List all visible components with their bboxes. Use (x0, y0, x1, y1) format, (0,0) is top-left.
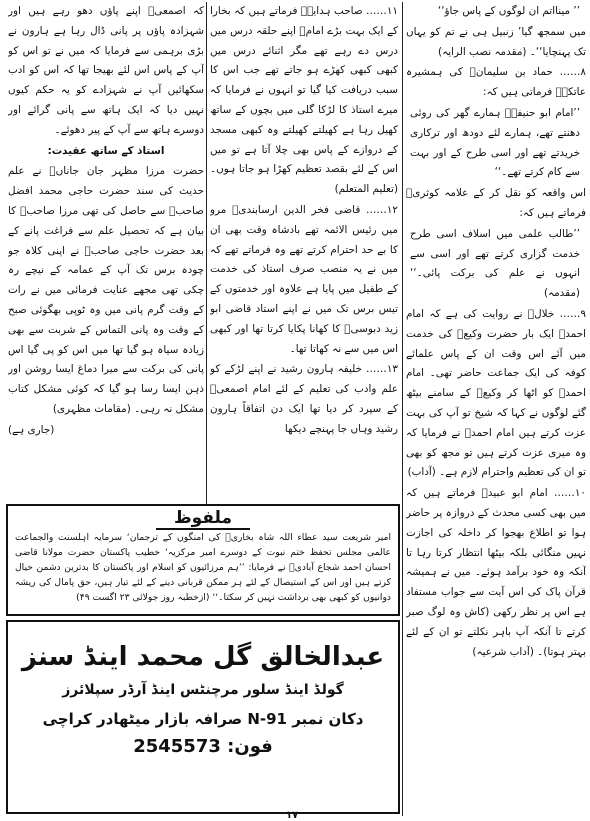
magazine-page (4, 2, 586, 816)
paragraph: ۹…… خلالؒ نے روایت کی ہے کہ امام احمدؒ ایک بار حضرت وکیعؒ کی خدمت میں آئے اس وقت ان کے پاس علمائے کوفہ کی ایک جماعت حاضر تھی۔ امام احمدؒ کو اٹھا کر وکیعؒ کے سامنے بیٹھ گئے لوگوں نے کہا کہ شیخ تو آپ کی بہت عزت کرتے ہیں امام احمدؒ نے فرمایا کہ وہ میری عزت کرتے ہیں تو مجھ کو بھی تو ان کی تعظیم واحترام لازم ہے۔ (آداب) (406, 307, 586, 479)
paragraph: ’’امام ابو حنیفہؒ ہمارے گھر کی روئی دھنتے تھے، ہمارے لئے دودھ اور ترکاری خریدتے تھے اور اسی طرح کے اور بہت سے کام کرتے تھے۔‘‘ (410, 106, 580, 179)
malfooz-title-text: ملفوظ (156, 508, 250, 530)
column-right (406, 2, 586, 816)
paragraph: ’’طالب علمی میں اسلاف اسی طرح خدمت گزاری کرتے تھے اور اسی سے انہوں نے علم کی برکت پائی۔‘‘ (مقدمہ) (410, 227, 580, 300)
paragraph: میں سمجھ گیا’ زنبیل ہی نے تم کو یہاں تک پہنچایا‘‘۔ (مقدمہ نصب الرایہ) (406, 25, 586, 58)
paragraph: ۱۱…… صاحب ہدایہؒ فرماتے ہیں کہ بخارا کے ایک بہت بڑے امامؒ اپنے حلقہ درس میں درس دے رہے تھے مگر اثنائے درس میں کبھی کبھی کھڑے ہو جاتے تھے جب اس کا سبب دریافت کیا گیا تو انہوں نے فرمایا کہ میرے استاذ کا لڑکا گلی میں بچوں کے ساتھ کھیل رہا ہے کھیلتے کھیلتے وہ کبھی مسجد کے دروازے کے پاس بھی چلا آتا ہے تو میں اس کے لئے بقصد تعظیم کھڑا ہو جاتا ہوں۔ (تعلیم المتعلم) (210, 5, 398, 196)
column-middle (210, 2, 398, 506)
paragraph: ۱۲…… قاضی فخر الدین ارسابندیؒ مرو میں رئیس الائمہ تھے بادشاہ وقت بھی ان کا بے حد احترام کرتے تھے وہ فرماتے تھے کہ میں نے یہ منصب صرف استاذ کی خدمت کے طفیل میں پایا ہے علاوہ اور خدمتوں کے تیس برس تک میں نے اپنے استاد قاضی ابو زید دبوسیؒ کا کھانا پکایا کرتا تھا اور کبھی اس میں سے نہ کھاتا تھا۔ (210, 203, 398, 355)
section-heading: استاذ کے ساتھ عقیدت: (47, 144, 165, 157)
paragraph: اس واقعہ کو نقل کر کے علامہ کوثریؒ فرماتے ہیں کہ: (406, 187, 586, 219)
page-number: ۱۷ (286, 810, 299, 821)
ad-firm-name: عبدالخالق گل محمد اینڈ سنز (21, 642, 385, 672)
advertisement (6, 620, 400, 814)
ad-phone (8, 736, 398, 757)
malfooz-title (8, 508, 398, 528)
malfooz-text: امیر شریعت سید عطاء اللہ شاہ بخاریؒ کی امنگوں کے ترجمان‘ سرمایہ اہلسنت والجماعت عالمی مجلس تحفظ ختم نبوت کے دوسرے امیر مرکزیہ‘ خطیب پاکستان حضرت مولانا قاضی احسان احمد شجاع آبادیؒ نے فرمایا: ’’ہم مرزائیوں کو اسلام اور پاکستان کا بدترین دشمن خیال کرتے ہیں اور اس کے استیصال کے لئے ہر ممکن قربانی دینے کے لئے تیار ہیں، حق پامال کی ریشہ دوانیوں کو کبھی بھی برداشت نہیں کر سکتا۔‘‘ (ازخطبہ روز جولائی ۲۳ اگست ۴۹) (15, 532, 391, 603)
paragraph: ۱۰…… امام ابو عبیدؒ فرماتے ہیں کہ میں بھی کسی محدث کے دروازہ پر حاضر ہوا تو اطلاع بھجوا کر داخلہ کی اجازت نہیں منگائی بلکہ بیٹھا انتظار کرتا رہا تا آنکہ وہ خود برآمد ہوئے۔ میں نے ہمیشہ قرآن پاک کی اس آیت سے جواب مستفاد ہے اس پر نظر رکھی (کاش وہ لوگ صبر کرتے تا آنکہ آپ باہر نکلتے تو ان کے لئے بہتر ہوتا)۔ (آداب شرعیہ) (406, 487, 586, 658)
ad-phone-number: 2545573 (133, 736, 221, 757)
ad-tagline: گولڈ اینڈ سلور مرچنٹس اینڈ آرڈر سپلائرز (62, 682, 344, 698)
column-divider (206, 2, 207, 506)
column-left (8, 2, 204, 506)
paragraph: ’’ مینااتم ان لوگوں کے پاس جاؤ‘‘ (437, 5, 580, 17)
paragraph: کہ اصمعیؒ اپنے پاؤں دھو رہے ہیں اور شہزادہ پاؤں پر پانی ڈال رہا ہے ہارون نے بڑی برہمی سے فرمایا کہ میں نے تو اس کو آپ کے پاس اس لئے بھیجا تھا کہ اس کو ادب سکھائیں آپ نے شہزادے کو یہ حکم کیوں نہیں دیا کہ ایک ہاتھ سے پانی گرائے اور دوسرے ہاتھ سے آپ کے پیر دھوئے۔ (8, 5, 204, 136)
ad-address: دکان نمبر N-91 صرافہ بازار میٹھادر کراچی (42, 710, 364, 728)
malfooz-box (6, 504, 400, 616)
paragraph: ۸…… حماد بن سلیمانؒ کی ہمشیرہ عاتکہؒ فرماتی ہیں کہ: (406, 66, 586, 99)
continued-note: (جاری ہے) (8, 423, 55, 436)
paragraph: حضرت مرزا مظہر جان جاناںؒ نے علم حدیث کی سند حضرت حاجی محمد افضل صاحبؒ سے حاصل کی تھی مرزا صاحبؒ کا بیان ہے کہ تحصیل علم سے فراغت پانے کے بعد حضرت حاجی صاحبؒ نے اپنی کلاہ جو چودہ برس تک آپ کے عمامہ کے نیچے رہ چکی تھی مجھے عنایت فرمائی میں نے رات کے وقت گرم پانی میں وہ ٹوپی بھگوئی صبح کے وقت وہ پانی التماس کے شربت سے بھی زیادہ سیاہ ہو گیا تھا میں اس کو پی گیا اس پانی کی برکت سے میرا دماغ ایسا روشن اور ذہن ایسا رسا ہو گیا کہ کوئی مشکل کتاب مشکل نہ رہی۔ (مقامات مظہری) (8, 165, 204, 415)
paragraph: ۱۳…… خلیفہ ہارون رشید نے اپنے لڑکے کو علم وادب کی تعلیم کے لئے امام اصمعیؒ کے سپرد کر دیا تھا ایک دن اتفاقاً ہارون رشید وہاں جا پہنچے دیکھا (210, 363, 398, 435)
column-divider (402, 2, 403, 816)
ad-phone-label: فون: (227, 736, 273, 757)
